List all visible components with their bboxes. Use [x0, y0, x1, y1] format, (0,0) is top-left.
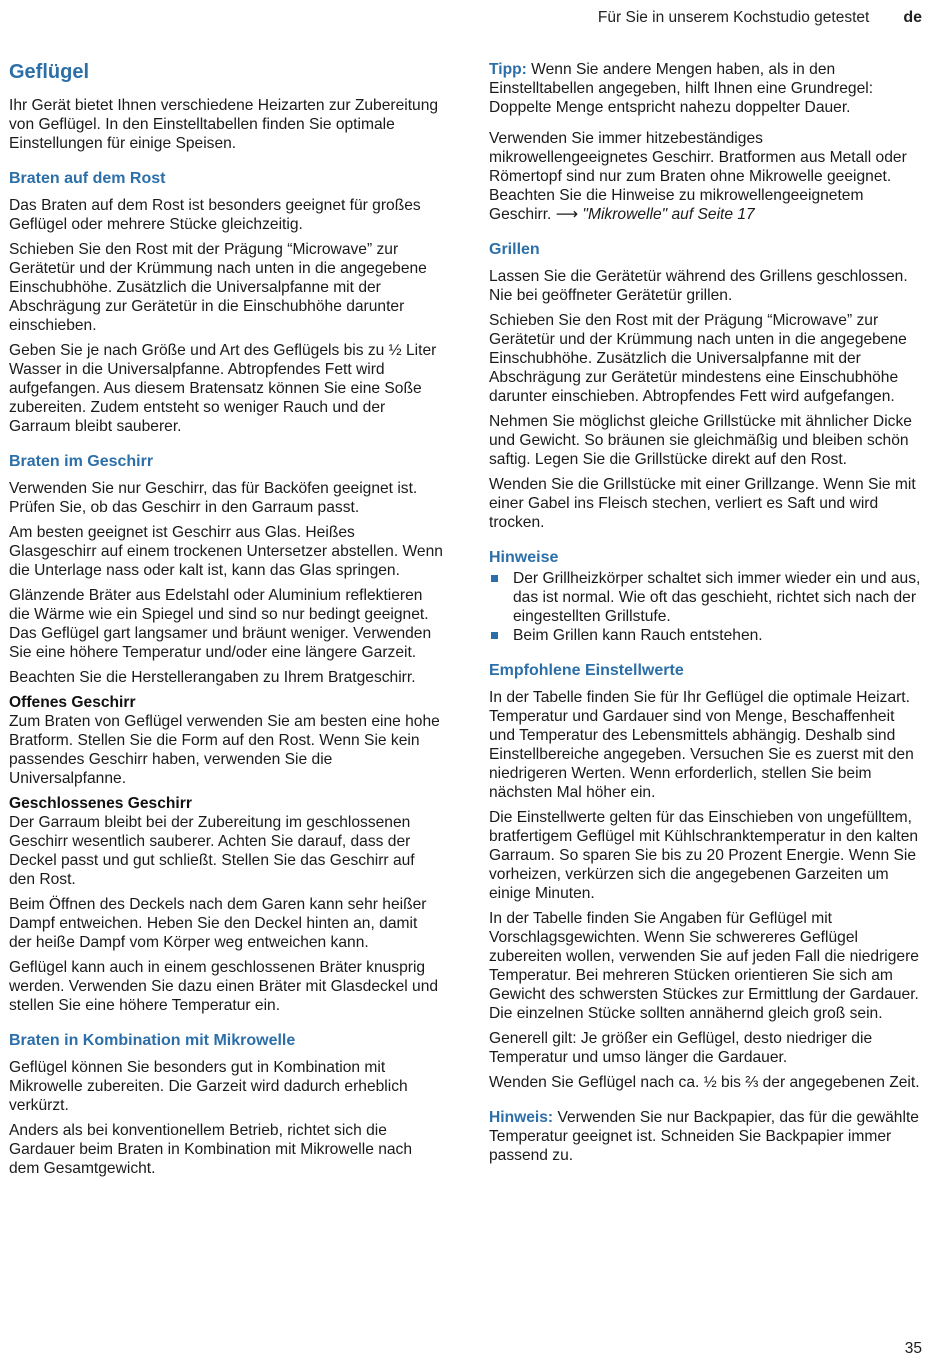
paragraph: In der Tabelle finden Sie für Ihr Geflügel die optimale Heizart. Temperatur und Gardauer sind von Menge, Beschaffenheit und Temperatur des Lebensmittels abhängig. Deshalb sind Einstellbereiche angegeben. Versuchen Sie es zuerst mit den niedrigeren Werten. Wenn erforderlich, stellen Sie beim nächsten Mal höher ein.	[489, 689, 914, 801]
paragraph: Anders als bei konventionellem Betrieb, richtet sich die Gardauer beim Braten in Kombination mit Mikrowelle nach dem Gesamtgewicht.	[9, 1122, 413, 1177]
left-column	[9, 60, 444, 1184]
section-heading-empfohlen: Empfohlene Einstellwerte	[489, 662, 684, 679]
square-bullet-icon	[491, 575, 498, 582]
paragraph: Beim Öffnen des Deckels nach dem Garen kann sehr heißer Dampf entweichen. Heben Sie den Deckel hinten an, damit der heiße Dampf vom Körper weg entweichen kann.	[9, 896, 427, 951]
hinweise-list	[489, 569, 921, 645]
paragraph: Verwenden Sie nur Geschirr, das für Backöfen geeignet ist. Prüfen Sie, ob das Geschirr in den Garraum passt.	[9, 480, 418, 516]
tip-paragraph	[489, 60, 921, 117]
page-title: Geflügel	[9, 61, 90, 83]
paragraph: Lassen Sie die Gerätetür während des Grillens geschlossen. Nie bei geöffneter Gerätetür grillen.	[489, 268, 908, 304]
cross-reference-link[interactable]: "Mikrowelle" auf Seite 17	[578, 206, 755, 223]
right-column	[489, 60, 921, 1171]
section-heading-hinweise: Hinweise	[489, 549, 559, 566]
language-code: de	[903, 9, 922, 26]
list-item	[489, 569, 921, 626]
paragraph: Schieben Sie den Rost mit der Prägung “Microwave” zur Gerätetür und der Krümmung nach unten in die angegebene Einschubhöhe. Zusätzlich die Universalpfanne mit der Abschrägung zur Gerätetür in die Einschubhöhe darunter einschieben.	[9, 241, 427, 334]
paragraph: Geflügel kann auch in einem geschlossenen Bräter knusprig werden. Verwenden Sie dazu einen Bräter mit Glasdeckel und stellen Sie eine höhere Temperatur ein.	[9, 959, 439, 1014]
paragraph: Die Einstellwerte gelten für das Einschieben von ungefülltem, bratfertigem Geflügel mit Kühlschranktemperatur in den kalten Garraum. So sparen Sie bis zu 20 Prozent Energie. Wenn Sie vorheizen, verkürzen sich die angegebenen Garzeiten um einige Minuten.	[489, 809, 919, 902]
tip-text: Wenn Sie andere Mengen haben, als in den Einstelltabellen angegeben, hilft Ihnen eine Grundregel: Doppelte Menge entspricht nahezu doppelter Dauer.	[489, 61, 874, 116]
subheading-offenes-geschirr: Offenes Geschirr	[9, 694, 136, 711]
header-title: Für Sie in unserem Kochstudio getestet	[597, 9, 870, 26]
paragraph: Generell gilt: Je größer ein Geflügel, desto niedriger die Temperatur und umso länger die Gardauer.	[489, 1030, 873, 1066]
subheading-geschlossenes-geschirr: Geschlossenes Geschirr	[9, 795, 192, 812]
reference-arrow-icon: ⟶	[555, 206, 579, 223]
paragraph: Wenden Sie die Grillstücke mit einer Grillzange. Wenn Sie mit einer Gabel ins Fleisch stechen, verliert es Saft und wird trocken.	[489, 476, 916, 531]
paragraph: Schieben Sie den Rost mit der Prägung “Microwave” zur Gerätetür und der Krümmung nach unten in die angegebene Einschubhöhe. Zusätzlich die Universalpfanne mit der Abschrägung zur Gerätetür mindestens eine Einschubhöhe darunter einschieben. Abtropfendes Fett wird aufgefangen.	[489, 312, 907, 405]
section-heading-rost: Braten auf dem Rost	[9, 170, 166, 187]
list-item	[489, 626, 921, 645]
paragraph: Nehmen Sie möglichst gleiche Grillstücke mit ähnlicher Dicke und Gewicht. So bräunen sie gleichmäßig und bleiben schön saftig. Legen Sie die Grillstücke direkt auf den Rost.	[489, 413, 912, 468]
hinweis-label: Hinweis:	[489, 1109, 554, 1126]
tip-label: Tipp:	[489, 61, 527, 78]
paragraph: Das Braten auf dem Rost ist besonders geeignet für großes Geflügel oder mehrere Stücke gleichzeitig.	[9, 197, 421, 233]
paragraph: Der Garraum bleibt bei der Zubereitung im geschlossenen Geschirr wesentlich sauberer. Achten Sie darauf, dass der Deckel passt und gut schließt. Stellen Sie das Geschirr auf den Rost.	[9, 814, 415, 888]
paragraph: Am besten geeignet ist Geschirr aus Glas. Heißes Glasgeschirr auf einem trockenen Untersetzer abstellen. Wenn die Unterlage nass oder kalt ist, kann das Glas springen.	[9, 524, 443, 579]
geschirr-text: Verwenden Sie immer hitzebeständiges mikrowellengeeignetes Geschirr. Bratformen aus Metall oder Römertopf sind nur zum Braten ohne Mikrowelle geeignet. Beachten Sie die Hinweise zu mikrowellengeeignetem Geschirr.	[489, 130, 907, 223]
geschirr-paragraph	[489, 129, 921, 224]
paragraph: Beachten Sie die Herstellerangaben zu Ihrem Bratgeschirr.	[9, 669, 416, 686]
paragraph: In der Tabelle finden Sie Angaben für Geflügel mit Vorschlagsgewichten. Wenn Sie schwereres Geflügel zubereiten wollen, verwenden Sie auf jeden Fall die niedrigere Temperatur. Bei mehreren Stücken orientieren Sie sich am Gewicht des schwersten Stückes zur Ermittlung der Gardauer. Die einzelnen Stücke sollten annähernd gleich groß sein.	[489, 910, 919, 1022]
paragraph: Geflügel können Sie besonders gut in Kombination mit Mikrowelle zubereiten. Die Garzeit wird dadurch erheblich verkürzt.	[9, 1059, 408, 1114]
page-header	[598, 9, 922, 27]
section-heading-kombi: Braten in Kombination mit Mikrowelle	[9, 1032, 296, 1049]
hinweis-text: Verwenden Sie nur Backpapier, das für die gewählte Temperatur geeignet ist. Schneiden Sie Backpapier immer passend zu.	[489, 1109, 919, 1164]
list-item-text: Beim Grillen kann Rauch entstehen.	[513, 627, 763, 644]
paragraph: Zum Braten von Geflügel verwenden Sie am besten eine hohe Bratform. Stellen Sie die Form auf den Rost. Wenn Sie kein passendes Geschirr haben, verwenden Sie die Universalpfanne.	[9, 713, 440, 787]
intro-paragraph: Ihr Gerät bietet Ihnen verschiedene Heizarten zur Zubereitung von Geflügel. In den Einstelltabellen finden Sie optimale Einstellungen für einige Speisen.	[9, 97, 439, 152]
page-number: 35	[904, 1340, 922, 1357]
section-heading-grillen: Grillen	[489, 241, 540, 258]
square-bullet-icon	[491, 632, 498, 639]
list-item-text: Der Grillheizkörper schaltet sich immer wieder ein und aus, das ist normal. Wie oft das geschieht, richtet sich nach der eingestellten Grillstufe.	[513, 570, 921, 625]
paragraph: Geben Sie je nach Größe und Art des Geflügels bis zu ½ Liter Wasser in die Universalpfanne. Abtropfendes Fett wird aufgefangen. Aus diesem Bratensatz können Sie eine Soße zubereiten. Zudem entsteht so weniger Rauch und der Garraum bleibt sauberer.	[9, 342, 437, 435]
hinweis-paragraph	[489, 1108, 921, 1165]
section-heading-geschirr: Braten im Geschirr	[9, 453, 154, 470]
paragraph: Glänzende Bräter aus Edelstahl oder Aluminium reflektieren die Wärme wie ein Spiegel und sind so nur bedingt geeignet. Das Geflügel gart langsamer und bräunt weniger. Verwenden Sie eine höhere Temperatur und/oder eine längere Garzeit.	[9, 587, 432, 661]
paragraph: Wenden Sie Geflügel nach ca. ½ bis ⅔ der angegebenen Zeit.	[489, 1074, 920, 1091]
